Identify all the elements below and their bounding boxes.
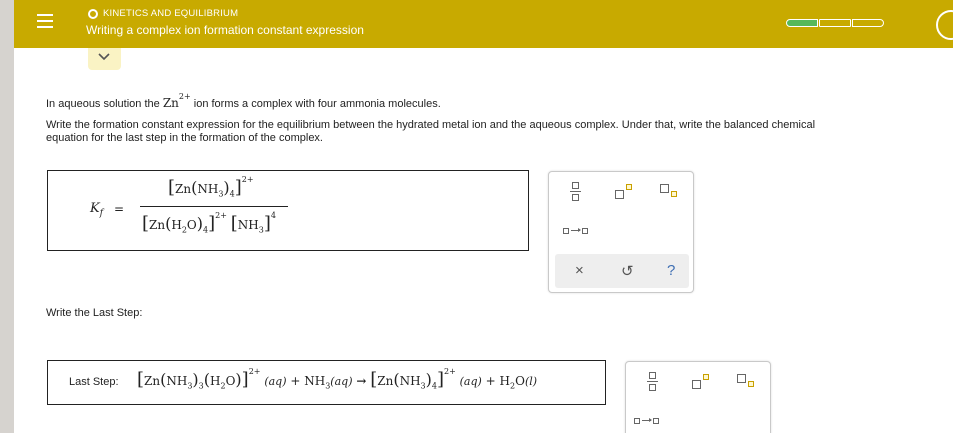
reaction-arrow: →	[356, 374, 367, 388]
progress-segment	[819, 19, 851, 27]
progress-segment	[852, 19, 884, 27]
topic-indicator-icon	[88, 9, 98, 19]
last-step-label: Last Step:	[69, 376, 119, 388]
clear-icon[interactable]: ×	[575, 262, 584, 279]
next-circle-button[interactable]	[936, 10, 953, 40]
fraction-bar	[140, 206, 288, 207]
fraction-icon[interactable]	[569, 182, 583, 202]
reaction-arrow-icon[interactable]	[634, 416, 662, 426]
question-text: In aqueous solution the	[46, 98, 160, 110]
ion-charge: 2+	[178, 92, 191, 101]
help-icon[interactable]: ?	[667, 262, 676, 279]
math-palette-last-step	[625, 361, 771, 433]
progress-segment	[786, 19, 818, 27]
reaction-arrow-icon[interactable]	[563, 226, 591, 236]
question-text: ion forms a complex with four ammonia molecules.	[193, 98, 441, 110]
kf-symbol: $K_f$	[90, 201, 104, 219]
question-line-1	[46, 93, 441, 111]
ion-symbol: Zn	[162, 96, 179, 110]
question-line-2: Write the formation constant expression for the equilibrium between the hydrated metal ion and the aqueous complex. Under that, write the balanced chemical	[46, 119, 816, 131]
last-step-equation: $[Zn(NH_3)_3(H_2O)]^{2+}$ $(aq) + NH_3(aq) \to [Zn(NH_3)_4]^{2+}$ $(aq) + H_2O(l)$	[137, 367, 538, 391]
last-step-answer-box[interactable]	[47, 360, 606, 405]
subscript-icon[interactable]	[737, 374, 757, 390]
left-strip	[0, 0, 14, 433]
superscript-icon[interactable]	[692, 374, 712, 390]
equals-sign: =	[114, 202, 125, 216]
kf-answer-box[interactable]	[47, 170, 529, 251]
progress-bar	[786, 19, 885, 27]
subscript-icon[interactable]	[660, 184, 680, 200]
collapse-toggle-button[interactable]	[88, 48, 121, 70]
undo-icon[interactable]: ↺	[621, 263, 634, 280]
superscript-icon[interactable]	[615, 184, 635, 200]
question-line-3: equation for the last step in the formation of the complex.	[46, 132, 323, 144]
kf-numerator: $[Zn(NH_3)_4]^{2+}$	[168, 175, 254, 199]
kf-denominator: $[Zn(H_2O)_4]^{2+}$ $[NH_3]^4$	[142, 211, 276, 235]
menu-icon[interactable]	[34, 10, 56, 32]
fraction-icon[interactable]	[646, 372, 660, 392]
topic-label: KINETICS AND EQUILIBRIUM	[103, 8, 239, 19]
math-palette	[548, 171, 694, 293]
page-title: Writing a complex ion formation constant expression	[86, 23, 364, 37]
header-bar	[14, 0, 953, 48]
palette-action-bar	[555, 254, 689, 288]
chevron-down-icon	[98, 53, 110, 61]
last-step-heading: Write the Last Step:	[46, 307, 143, 319]
